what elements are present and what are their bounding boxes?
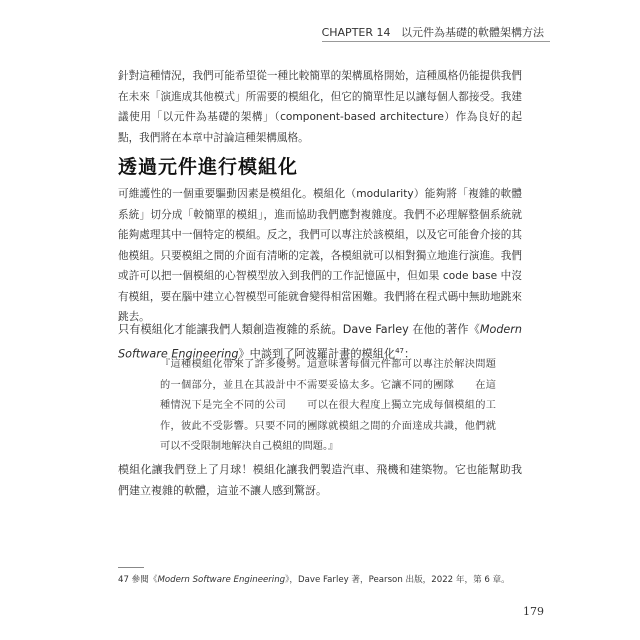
farley-text-after: 》中談到了阿波羅計畫的模組化 xyxy=(238,347,396,361)
intro-paragraph: 針對這種情況，我們可能希望從一種比較簡單的架構風格開始，這種風格仍能提供我們在未來「演進成其他模式」所需要的模組化，但它的簡單性足以讓每個人都接受。我建議使用「以元件為基礎的架構」（component-based architecture）作為良好的起點，我們將在本章中討論這種架構風格。 xyxy=(118,70,522,144)
chapter-label: CHAPTER 14 xyxy=(321,26,391,39)
section-heading: 透過元件進行模組化 xyxy=(118,156,299,178)
footnote xyxy=(118,573,510,585)
block-quote: 『這種模組化帶來了許多優勢。這意味著每個元件都可以專注於解決問題的一個部分，並且在其設計中不需要妥協太多。它讓不同的團隊 在這種情況下是完全不同的公司 可以在很大程度上獨立完成每個模組的工作，彼此不受影響。只要不同的團隊就模組之間的介面達成共識，他們就可以不受限制地解決自己模組的問題。』 xyxy=(160,359,496,452)
footnote-rule xyxy=(118,567,144,568)
footnote-book-title: Modern Software Engineering xyxy=(157,575,286,585)
book-title: Modern Software Engineering xyxy=(118,323,522,361)
farley-text-before: 只有模組化才能讓我們人類創造複雜的系統。Dave Farley 在他的著作《 xyxy=(118,323,480,336)
header-rule xyxy=(322,41,550,42)
footnote-after: 》，Dave Farley 著，Pearson 出版，2022 年，第 6 章。 xyxy=(285,575,510,585)
modularity-paragraph: 可維護性的一個重要驅動因素是模組化。模組化（modularity）能夠將「複雜的軟體系統」切分成「較簡單的模組」，進而協助我們應對複雜度。我們不必理解整個系統就能夠處理其中一個特定的模組。反之，我們可以專注於該模組，以及它可能會介接的其他模組。只要模組之間的介面有清晰的定義，各模組就可以相對獨立地進行演進。我們或許可以把一個模組的心智模型放入到我們的工作記憶區中，但如果 code base 中沒有模組，要在腦中建立心智模型可能就會變得相當困難。我們將在程式碼中無助地跳來跳去。 xyxy=(118,188,522,323)
footnote-before: 參閱《 xyxy=(128,575,158,585)
moon-paragraph: 模組化讓我們登上了月球！模組化讓我們製造汽車、飛機和建築物。它也能幫助我們建立複雜的軟體，這並不讓人感到驚訝。 xyxy=(118,463,522,497)
chapter-title: 以元件為基礎的軟體架構方法 xyxy=(401,26,544,39)
page-number: 179 xyxy=(523,605,544,618)
footnote-number: 47 xyxy=(118,575,129,585)
farley-text-end: ： xyxy=(404,347,416,361)
footnote-ref: 47 xyxy=(395,346,405,355)
running-header xyxy=(322,24,544,40)
